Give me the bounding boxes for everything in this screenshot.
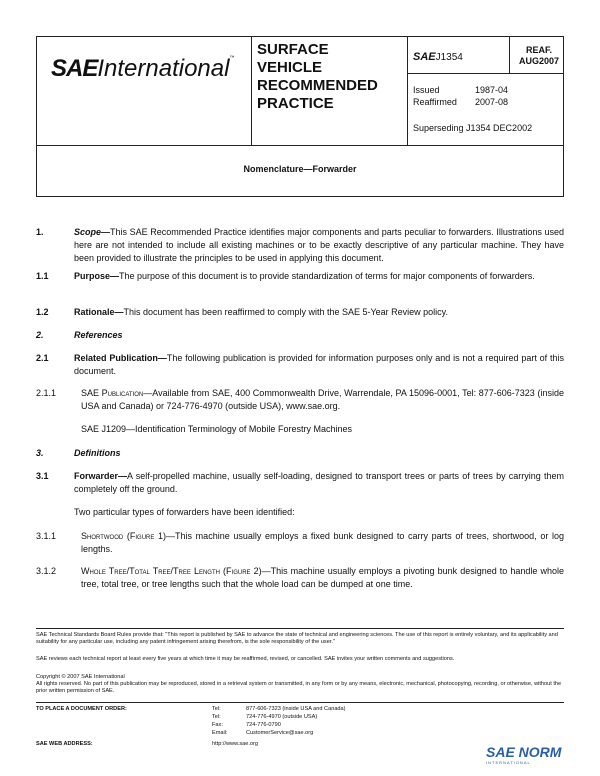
divider <box>251 37 252 146</box>
section-1-scope: 1. Scope—This SAE Recommended Practice identifies major components and parts peculiar to forwarders. Illustrations used here are not intended to include all existing machines or to be exactly descriptive of any particular machine. They have been provided to illustrate the principles to be used in applying this document. <box>36 227 564 263</box>
issued-row: Issued 1987-04 <box>413 85 509 95</box>
order-tel: Tel: 877-606-7323 (inside USA and Canada) <box>212 706 346 712</box>
divider <box>407 37 408 146</box>
footer-copyright: Copyright © 2007 SAE International <box>36 674 125 680</box>
superseding-row: Superseding J1354 DEC2002 <box>413 123 533 133</box>
document-type-title: SURFACE VEHICLE RECOMMENDED PRACTICE <box>257 41 378 112</box>
section-3-1-forwarder: 3.1 Forwarder—A self-propelled machine, usually self-loading, designed to transport trees or parts of trees by carrying them completely off the ground. <box>36 471 564 494</box>
reaffirmed-row: Reaffirmed 2007-08 <box>413 97 509 107</box>
section-2-1-1-sae-publication: 2.1.1 SAE Publication—Available from SAE, 400 Commonwealth Drive, Warrendale, PA 15096-0001, Tel: 877-606-7323 (inside USA and Canada) or 724-776-4970 (outside USA), www.sae.org. <box>36 388 564 411</box>
order-email: Email: CustomerService@sae.org <box>212 730 314 736</box>
web-address-link[interactable]: http://www.sae.org <box>212 741 259 747</box>
section-3-definitions: 3. Definitions <box>36 448 121 458</box>
section-1-1-purpose: 1.1 Purpose—The purpose of this document is to provide standardization of terms for major components of forwarders. <box>36 271 535 281</box>
footer-review-notice: SAE reviews each technical report at least every five years at which time it may be reaffirmed, revised, or cancelled. SAE invites your written comments and suggestions. <box>36 656 455 662</box>
document-title: Nomenclature—Forwarder <box>243 164 357 174</box>
footer-divider <box>36 702 564 703</box>
forwarder-types-intro: Two particular types of forwarders have been identified: <box>74 507 295 517</box>
divider <box>407 73 564 74</box>
section-1-2-rationale: 1.2 Rationale—This document has been reaffirmed to comply with the SAE 5-Year Review policy. <box>36 307 449 317</box>
section-2-references: 2. References <box>36 330 123 340</box>
web-address-label: SAE WEB ADDRESS: <box>36 741 93 747</box>
reaffirmed-badge: REAF. AUG2007 <box>518 45 560 66</box>
document-number: SAEJ1354 <box>413 51 463 63</box>
footer-divider <box>36 628 564 629</box>
divider <box>509 37 510 73</box>
document-header <box>36 36 564 146</box>
sae-norm-stamp: SAE NORM INTERNATIONAL <box>486 744 562 765</box>
footer-rules-notice: SAE Technical Standards Board Rules provide that: "This report is published by SAE to advance the state of technical and engineering sciences. The use of this report is entirely voluntary, and its applicability and suitability for any particular use, including any patent infringement arising therefrom, is the sole responsibility of the user." <box>36 632 558 645</box>
order-fax: Fax: 724-776-0790 <box>212 722 281 728</box>
reference-j1209: SAE J1209—Identification Terminology of Mobile Forestry Machines <box>81 424 352 434</box>
section-3-1-2-whole-tree: 3.1.2 Whole Tree/Total Tree/Tree Length (Figure 2)—This machine usually employs a pivoting bunk designed to handle whole tree, total tree, or tree lengths such that the whole load can be dumped at one time. <box>36 566 564 589</box>
order-tel-outside: Tel: 724-776-4970 (outside USA) <box>212 714 318 720</box>
order-label: TO PLACE A DOCUMENT ORDER: <box>36 706 127 712</box>
sae-international-logo: SAEInternational™ <box>51 55 235 82</box>
document-title-box <box>36 146 564 197</box>
footer-rights: All rights reserved. No part of this publication may be reproduced, stored in a retrieval system or transmitted, in any form or by any means, electronic, mechanical, photocopying, recording, or otherwise, without the prior written permission of SAE. <box>36 681 562 694</box>
section-3-1-1-shortwood: 3.1.1 Shortwood (Figure 1)—This machine usually employs a fixed bunk designed to carry parts of trees, shortwood, or log lengths. <box>36 531 564 554</box>
section-2-1-related-publication: 2.1 Related Publication—The following publication is provided for information purposes only and is not a required part of this document. <box>36 353 564 376</box>
